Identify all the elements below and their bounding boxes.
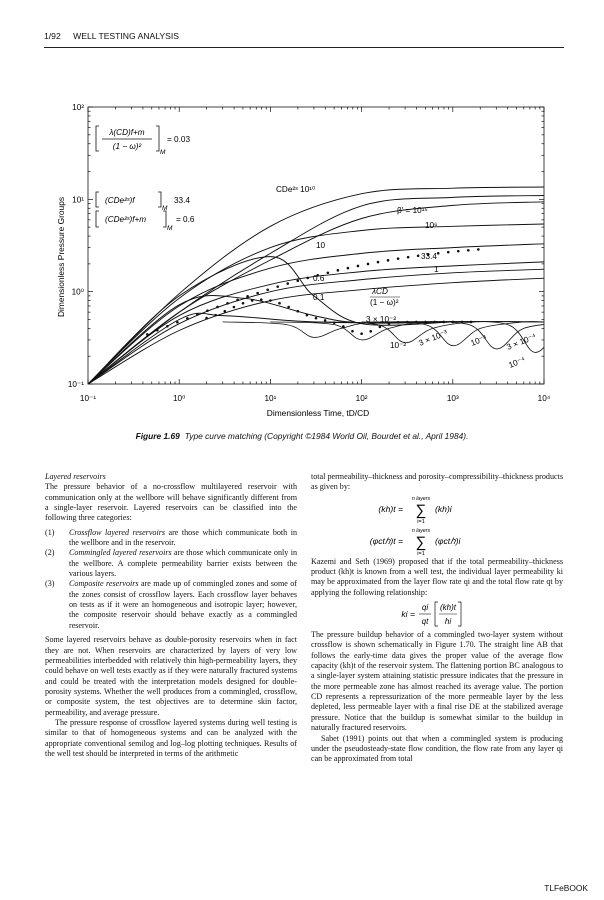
derivative-point (260, 298, 263, 301)
y-axis-label: Dimensionless Pressure Groups (56, 196, 66, 318)
pressure-point (256, 292, 259, 295)
right-column (311, 472, 563, 765)
derivative-point (351, 330, 354, 333)
label-0-6: 0.6 (313, 274, 325, 283)
pressure-point (276, 285, 279, 288)
pressure-point (447, 251, 450, 254)
equation-ki (311, 598, 563, 630)
derivative-point (470, 321, 473, 324)
x-tick-label: 10⁰ (173, 394, 186, 403)
list-item: (2) Commingled layered reservoirs are those which communicate only in the wellbore. A complete permeability barrier exists between the various layers. (45, 548, 298, 579)
y-tick-labels (68, 103, 84, 389)
type-curves (88, 187, 604, 384)
derivative-point (287, 306, 290, 309)
x-tick-label: 10⁴ (537, 394, 551, 403)
derivative-curve (88, 257, 453, 384)
y-tick-label: 10² (72, 103, 84, 112)
derivative-point (406, 321, 409, 324)
label-beta-33: 33.4 (421, 252, 437, 261)
equation-phicth (311, 525, 563, 557)
list-item: (1) Crossflow layered reservoirs are those which communicate both in the wellbore and in the reservoir. (45, 527, 297, 548)
derivative-point (442, 321, 445, 324)
svg-text:(kh)t: (kh)t (440, 603, 456, 613)
y-tick-label: 10¹ (72, 195, 84, 205)
pressure-point (166, 325, 169, 328)
derivative-point (269, 299, 272, 302)
left-paragraph-1: The pressure behavior of a no-crossflow multilayered reservoir with communication only at the wellbore will behave significantly different from a single-layer reservoir. Layered reservoirs can be classified into the following three categories: (45, 482, 297, 523)
match-box-fracture (96, 192, 190, 212)
pressure-point (477, 248, 480, 251)
svg-text:qt: qt (421, 617, 429, 627)
pressure-curve (88, 187, 544, 384)
left-column (45, 472, 297, 759)
svg-text:(φctℎ)t =: (φctℎ)t = (369, 535, 403, 546)
caption-label: Figure 1.69 (135, 431, 180, 441)
x-tick-label: 10³ (446, 394, 459, 403)
pressure-point (156, 329, 159, 332)
label-lam-1e-2: 10⁻² (390, 341, 407, 350)
x-tick-labels (80, 394, 551, 403)
label-lambda-num: λCD (372, 287, 388, 296)
svg-text:i=1: i=1 (417, 550, 425, 557)
right-paragraph-3: The pressure buildup behavior of a commingled two-layer system without crossflow is shown schematically in Figure 1.70. The straight line AB that follows the early-time data gives the proper value of the average flow capacity (kh)t of the reservoir system. The flattening portion BC analogous to a single-layer system attaining statistic pressure indicates that the pressure in the more permeable zone has almost reached its average value. The portion CD represents a repressurization of the more permeable layer by the less depleted, less permeable layer with a final rise DE at the stabilized average pressure. Notice that the buildup is somewhat similar to the buildup in naturally fractured reservoirs. (311, 630, 563, 733)
caption-text: Type curve matching (Copyright ©1984 World Oil, Bourdet et al., April 1984). (184, 431, 469, 441)
svg-text:qi: qi (421, 603, 429, 613)
label-lam-1e-4: 10⁻⁴ (507, 355, 527, 370)
derivative-point (306, 314, 309, 317)
homogeneous-curve (88, 269, 544, 384)
pressure-point (296, 279, 299, 282)
y-tick-label: 10⁰ (71, 287, 84, 297)
label-beta-1: 1 (434, 265, 439, 274)
svg-text:∑: ∑ (415, 501, 427, 519)
pressure-point (186, 317, 189, 320)
box1-numerator: λ(CD)f+m (109, 128, 145, 137)
derivative-point (278, 302, 281, 305)
figure-caption (40, 431, 564, 441)
pressure-point (266, 288, 269, 291)
label-lam-3e-3: 3 × 10⁻³ (417, 328, 449, 348)
derivative-point (324, 319, 327, 322)
left-paragraph-3: The pressure response of crossflow layered systems during well testing is similar to that of homogeneous systems and can be analyzed with the appropriate conventional semilog and log–log plotting techniques. Results of the well test should be interpreted in terms of the arithmetic (45, 717, 297, 758)
derivative-point (205, 317, 208, 320)
homogeneous-curve (88, 196, 544, 385)
curve-labels (276, 185, 538, 370)
right-paragraph-4: Sabet (1991) points out that when a commingled system is producing under the pseudosteady-state flow condition, the flow rate from any layer qi can be approximated from total (311, 733, 563, 764)
right-paragraph-1: total permeability–thickness and porosity–compressibility–thickness products as given by: (311, 472, 563, 492)
left-paragraph-2: Some layered reservoirs behave as double-porosity reservoirs when in fact they are not. When reservoirs are characterized by layers of very low permeabilities interbedded with relatively thin high-permeability layers, they could behave on well tests exactly as if they were naturally fractured systems and could be treated with the interpretation models designed for double-porosity systems. Whether the well produces from a commingled, crossflow, or composite system, the test objectives are to determine skin factor, permeability, and average pressure. (45, 635, 297, 717)
svg-text:∑: ∑ (415, 533, 427, 551)
label-beta-1e6: 10⁶ (425, 221, 438, 230)
label-lam-1e-3: 10⁻³ (469, 333, 488, 348)
box1-value: = 0.03 (167, 135, 190, 144)
derivative-point (242, 302, 245, 305)
list-item: (3) Composite reservoirs are made up of commingled zones and some of the zones consist of crossflow layers. Each crossflow layer behaves on tests as if it were an homogeneous and isotropic layer; however, the composite reservoir should behave exactly as a commingled reservoir. (45, 579, 298, 630)
pressure-point (216, 306, 219, 309)
box1-sub: M (160, 149, 166, 156)
x-axis-label: Dimensionless Time, tD/CD (266, 408, 370, 418)
svg-text:(kh)t =: (kh)t = (378, 503, 403, 514)
pressure-point (286, 282, 289, 285)
box1-denominator: (1 − ω)² (112, 142, 142, 151)
box2-expr: (CDe²ˢ)f (105, 196, 135, 205)
derivative-point (296, 310, 299, 313)
pressure-point (417, 254, 420, 257)
pressure-point (146, 333, 149, 336)
derivative-point (452, 321, 455, 324)
right-paragraph-2: Kazemi and Seth (1969) proposed that if the total permeability–thickness product (kh)t is known from a well test, the individual layer permeability ki may be approximated from the layer flow rate qi and the total flow rate qt by applying the following relationship: (311, 556, 563, 597)
derivative-point (397, 321, 400, 324)
derivative-point (333, 321, 336, 324)
label-lam-3e-4: 3 × 10⁻⁴ (505, 331, 538, 352)
derivative-point (360, 332, 363, 335)
pressure-point (357, 265, 360, 268)
svg-text:i=1: i=1 (417, 518, 425, 525)
x-tick-label: 10⁻¹ (79, 394, 97, 403)
svg-text:n layers: n layers (411, 495, 431, 502)
svg-text:(φctℎ)i: (φctℎ)i (435, 535, 461, 546)
pressure-point (377, 261, 380, 264)
page-number: 1/92 (44, 31, 61, 41)
pressure-point (347, 267, 350, 270)
running-title: WELL TESTING ANALYSIS (73, 31, 179, 41)
derivative-point (214, 314, 217, 317)
pressure-point (397, 257, 400, 260)
box3-sub: M (167, 225, 173, 232)
derivative-point (233, 306, 236, 309)
pressure-point (176, 321, 179, 324)
pressure-point (226, 302, 229, 305)
label-beta: β' = 10¹⁵ (397, 206, 428, 215)
svg-text:ki =: ki = (401, 609, 415, 620)
x-tick-label: 10¹ (264, 394, 277, 403)
derivative-point (379, 326, 382, 329)
equation-kh (311, 493, 563, 525)
svg-text:(kh)i: (kh)i (435, 503, 452, 514)
label-10: 10 (316, 241, 326, 250)
derivative-point (415, 321, 418, 324)
derivative-point (315, 317, 318, 320)
pressure-point (246, 295, 249, 298)
derivative-point (369, 330, 372, 333)
pressure-point (437, 252, 440, 255)
pressure-point (367, 263, 370, 266)
match-box-lambda (96, 126, 190, 156)
pressure-point (196, 313, 199, 316)
derivative-point (433, 321, 436, 324)
pressure-point (206, 309, 209, 312)
pressure-point (236, 298, 239, 301)
pressure-point (387, 259, 390, 262)
derivative-point (224, 310, 227, 313)
pressure-point (337, 269, 340, 272)
derivative-point (342, 325, 345, 328)
derivative-point (461, 321, 464, 324)
box2-sub: M (162, 205, 168, 212)
pressure-point (407, 256, 410, 259)
label-lambda-den: (1 − ω)² (370, 298, 399, 307)
x-tick-label: 10² (355, 394, 368, 403)
section-subhead: Layered reservoirs (45, 472, 106, 481)
y-tick-label: 10⁻¹ (67, 380, 84, 389)
derivative-point (424, 321, 427, 324)
pressure-point (467, 249, 470, 252)
footer-text: TLFeBOOK (544, 883, 588, 893)
svg-text:n layers: n layers (411, 527, 431, 534)
label-0-1: 0.1 (313, 293, 325, 302)
label-lam-3e-2: 3 × 10⁻² (366, 315, 397, 324)
box3-value: = 0.6 (176, 215, 195, 224)
label-cde2s: CDe²ˢ 10¹⁰ (276, 185, 316, 194)
pressure-point (327, 271, 330, 274)
pressure-point (306, 277, 309, 280)
derivative-point (251, 299, 254, 302)
box3-expr: (CDe²ˢ)f+m (105, 215, 147, 224)
pressure-point (457, 250, 460, 253)
svg-text:hi: hi (444, 617, 452, 627)
match-box-total (96, 211, 195, 232)
box2-value: 33.4 (174, 196, 190, 205)
